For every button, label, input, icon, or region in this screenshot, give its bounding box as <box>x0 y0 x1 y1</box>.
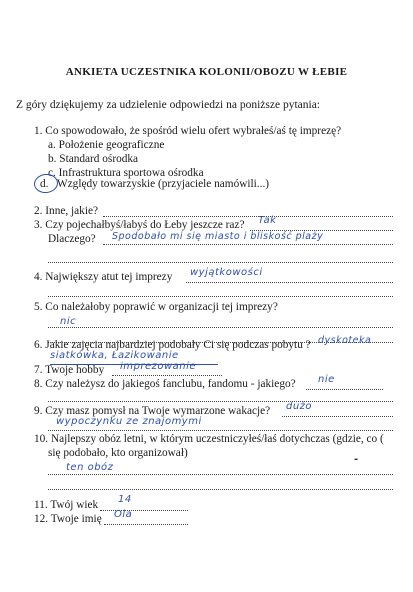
question-4: 4. Największy atut tej imprezy <box>34 271 173 283</box>
answer-line <box>48 474 393 475</box>
survey-title: ANKIETA UCZESTNIKA KOLONII/OBOZU W ŁEBIE <box>65 66 348 78</box>
answer-line <box>48 489 393 490</box>
answer-line <box>282 416 393 417</box>
q1-option-c: c. Infrastruktura sportowa ośrodka <box>48 167 204 179</box>
answer-line <box>104 524 188 525</box>
answer-line <box>48 430 393 431</box>
question-3: 3. Czy pojechałbyś/łabyś do Łeby jeszcze raz? <box>34 219 245 231</box>
q3-sub-answer: Spodobało mi się miasto i bliskość plaży <box>112 231 324 242</box>
q6-answer-1: dyskoteka <box>318 335 372 346</box>
q10-mark: - <box>354 454 359 465</box>
q1-option-d-letter: d. <box>40 178 49 190</box>
answer-line <box>48 296 393 297</box>
question-7: 7. Twoje hobby <box>34 364 105 376</box>
q1-option-a: a. Położenie geograficzne <box>48 139 165 151</box>
q3-sub-question: Dlaczego? <box>48 233 96 245</box>
q7-answer: imprezowanie <box>120 361 197 372</box>
q4-answer: wyjątkowości <box>190 267 263 278</box>
q10-answer: ten obóz <box>66 462 114 473</box>
answer-line <box>48 327 393 328</box>
question-2: 2. Inne, jakie? <box>34 205 98 217</box>
question-1: 1. Co spowodowało, że spośród wielu ofert wybrałeś/aś tę imprezę? <box>34 125 342 137</box>
answer-line <box>48 401 393 402</box>
q1-option-d-text: Względy towarzyskie (przyjaciele namówili...) <box>57 178 270 190</box>
answer-line <box>112 375 222 376</box>
q12-answer: Ola <box>114 509 133 520</box>
question-12: 12. Twoje imię <box>34 513 102 525</box>
question-10: 10. Najlepszy obóz letni, w którym uczestniczyłeś/łaś dotychczas (gdzie, co ( <box>34 433 384 445</box>
q8-answer: nie <box>318 374 335 385</box>
answer-line <box>186 282 393 283</box>
question-9: 9. Czy masz pomysł na Twoje wymarzone wakacje? <box>34 405 271 417</box>
q9-answer: dużo <box>286 401 313 412</box>
question-8: 8. Czy należysz do jakiegoś fanclubu, fandomu - jakiego? <box>34 378 296 390</box>
q9-answer-2: wypoczynku ze znajomymi <box>56 416 202 427</box>
q5-answer: nic <box>60 316 77 327</box>
question-10-cont: się podobało, kto organizował) <box>48 447 188 459</box>
q1-option-b: b. Standard ośrodka <box>48 153 139 165</box>
question-11: 11. Twój wiek <box>34 499 99 511</box>
q6-answer-2: siatkówka, Łazikowanie <box>50 350 179 361</box>
question-5: 5. Co należałoby poprawić w organizacji tej imprezy? <box>34 301 278 313</box>
answer-line <box>306 389 383 390</box>
q11-answer: 14 <box>118 494 132 505</box>
answer-line <box>103 244 393 245</box>
q3-answer: Tak <box>258 215 277 226</box>
survey-intro: Z góry dziękujemy za udzielenie odpowiedzi na poniższe pytania: <box>16 99 320 111</box>
answer-line <box>103 216 393 217</box>
answer-line <box>48 262 393 263</box>
question-6: 6. Jakie zajęcia najbardziej podobały Ci się podczas pobytu ? <box>34 339 311 351</box>
